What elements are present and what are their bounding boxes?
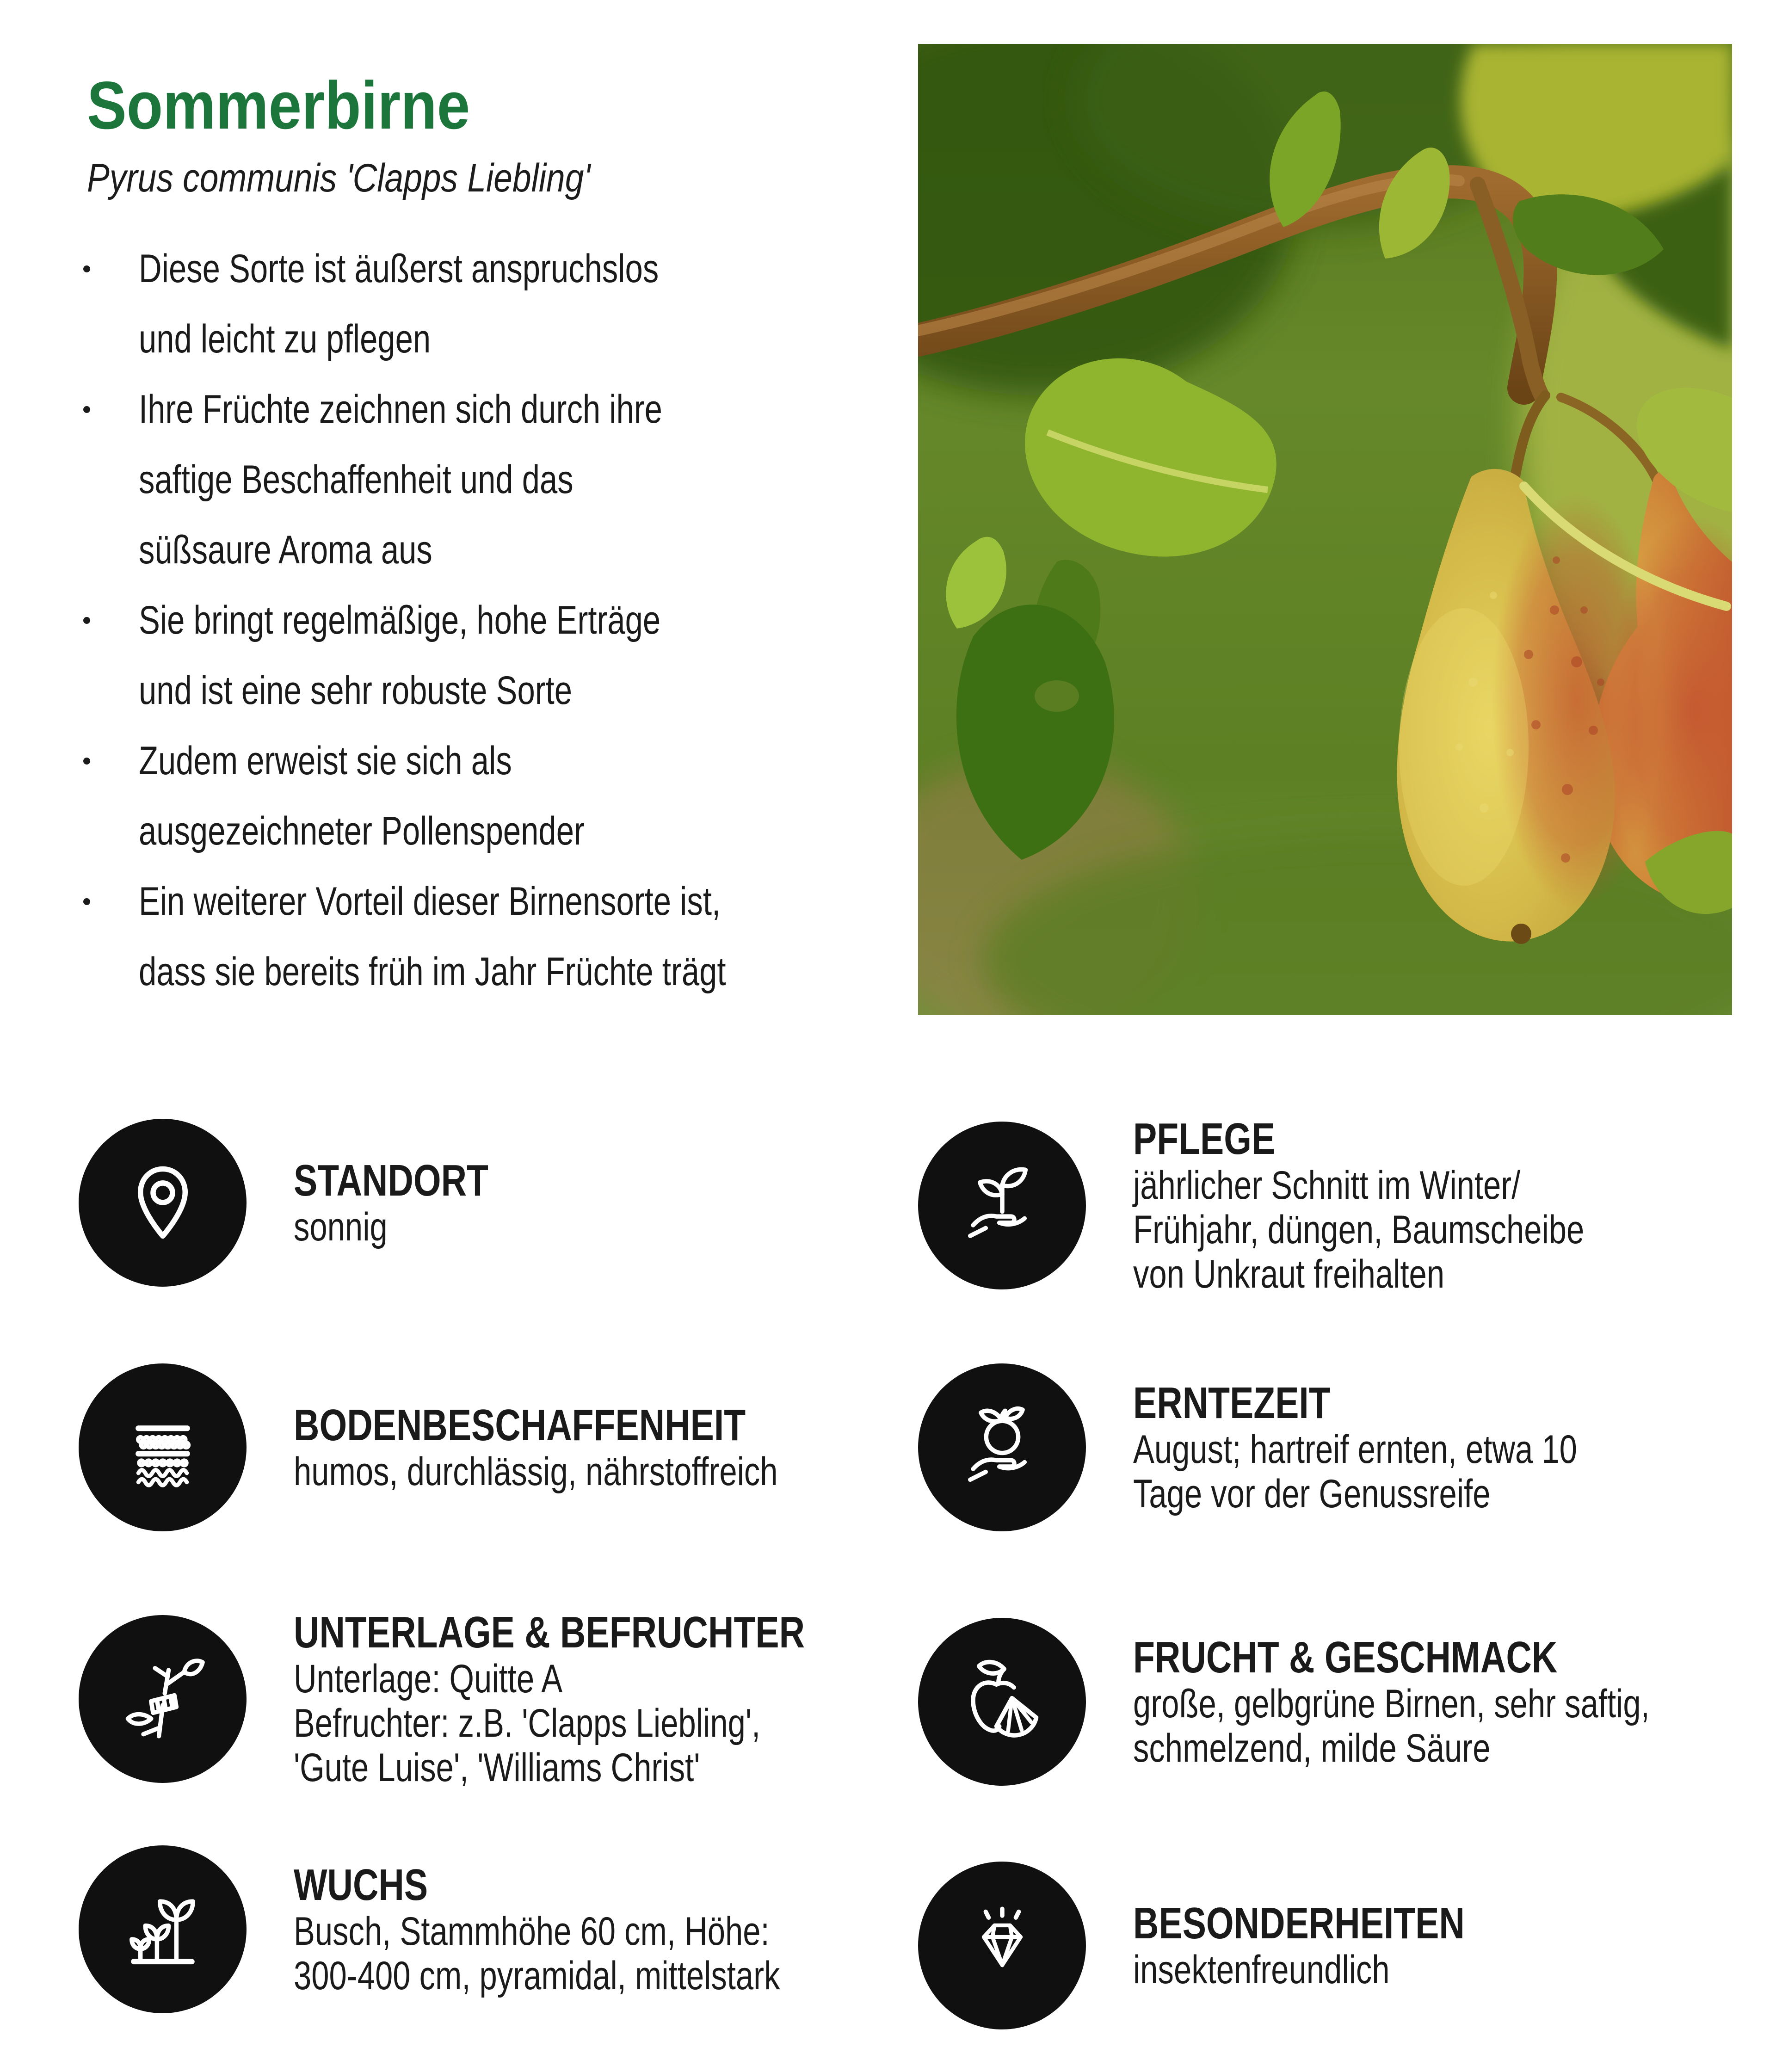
feature-line: Busch, Stammhöhe 60 cm, Höhe:	[294, 1909, 770, 1954]
feature-line: sonnig	[294, 1205, 388, 1249]
feature-bodenbeschaffenheit	[79, 1363, 899, 1531]
feature-label: FRUCHT & GESCHMACK	[1133, 1633, 1558, 1682]
bullet-line: Sie bringt regelmäßige, hohe Erträge	[139, 598, 661, 642]
feature-line: jährlicher Schnitt im Winter/	[1133, 1163, 1521, 1208]
feature-label: PFLEGE	[1133, 1114, 1276, 1164]
grafting-icon	[114, 1651, 211, 1748]
diamond-icon	[954, 1897, 1051, 1994]
bullet-line: ausgezeichneter Pollenspender	[139, 809, 585, 853]
feature-line: August; hartreif ernten, etwa 10	[1133, 1427, 1577, 1472]
feature-line: insektenfreundlich	[1133, 1948, 1390, 1992]
unterlage-icon-circle	[79, 1615, 247, 1783]
feature-bullet-list	[83, 234, 873, 1007]
feature-label: UNTERLAGE & BEFRUCHTER	[294, 1608, 805, 1657]
page-title: Sommerbirne	[87, 68, 470, 143]
wuchs-icon-circle	[79, 1845, 247, 2013]
feature-wuchs	[79, 1845, 901, 2013]
sprouts-icon	[114, 1881, 211, 1978]
pflege-icon-circle	[918, 1122, 1086, 1289]
pear-branch-photo-illustration	[918, 44, 1732, 1015]
feature-label: STANDORT	[294, 1156, 488, 1205]
feature-line: Tage vor der Genussreife	[1133, 1472, 1491, 1516]
apple-slice-icon	[954, 1653, 1051, 1751]
list-item	[83, 234, 873, 374]
bullet-line: Zudem erweist sie sich als	[139, 739, 512, 783]
bullet-dot-icon	[83, 265, 90, 272]
feature-standort	[79, 1119, 537, 1287]
feature-label: BESONDERHEITEN	[1133, 1899, 1465, 1948]
bullet-line: und ist eine sehr robuste Sorte	[139, 668, 572, 713]
pear-photo	[918, 44, 1732, 1015]
feature-label: WUCHS	[294, 1860, 428, 1910]
feature-label: ERNTEZEIT	[1133, 1378, 1331, 1428]
feature-line: Befruchter: z.B. 'Clapps Liebling',	[294, 1701, 761, 1745]
soil-layers-icon	[112, 1397, 214, 1498]
list-item	[83, 585, 873, 726]
bullet-dot-icon	[83, 758, 90, 765]
boden-icon-circle	[79, 1363, 247, 1531]
feature-besonderheiten	[918, 1862, 1548, 2029]
bullet-dot-icon	[83, 898, 90, 905]
frucht-icon-circle	[918, 1618, 1086, 1786]
bullet-line: Diese Sorte ist äußerst anspruchslos	[139, 247, 659, 291]
hand-sprout-icon	[954, 1157, 1051, 1254]
feature-frucht-geschmack	[918, 1618, 1776, 1786]
feature-line: schmelzend, milde Säure	[1133, 1726, 1491, 1770]
feature-line: von Unkraut freihalten	[1133, 1252, 1445, 1296]
location-pin-icon	[114, 1154, 211, 1252]
bullet-line: Ihre Früchte zeichnen sich durch ihre	[139, 387, 662, 432]
bullet-dot-icon	[83, 617, 90, 624]
bullet-line: und leicht zu pflegen	[139, 317, 431, 361]
bullet-line: saftige Beschaffenheit und das	[139, 457, 574, 502]
bullet-dot-icon	[83, 406, 90, 413]
erntezeit-icon-circle	[918, 1363, 1086, 1531]
standort-icon-circle	[79, 1119, 247, 1287]
list-item	[83, 866, 873, 1007]
feature-line: 'Gute Luise', 'Williams Christ'	[294, 1745, 700, 1790]
hand-fruit-icon	[954, 1399, 1051, 1496]
feature-erntezeit	[918, 1363, 1688, 1531]
bullet-line: süßsaure Aroma aus	[139, 528, 432, 572]
feature-line: große, gelbgrüne Birnen, sehr saftig,	[1133, 1682, 1650, 1726]
bullet-line: Ein weiterer Vorteil dieser Birnensorte ist,	[139, 879, 721, 924]
feature-line: Unterlage: Quitte A	[294, 1657, 563, 1701]
besonderheiten-icon-circle	[918, 1862, 1086, 2029]
feature-label: BODENBESCHAFFENHEIT	[294, 1400, 746, 1450]
feature-line: Frühjahr, düngen, Baumscheibe	[1133, 1208, 1585, 1252]
bullet-line: dass sie bereits früh im Jahr Früchte trägt	[139, 950, 726, 994]
list-item	[83, 726, 873, 866]
list-item	[83, 374, 873, 585]
feature-pflege	[918, 1115, 1697, 1296]
feature-line: 300-400 cm, pyramidal, mittelstark	[294, 1954, 780, 1998]
feature-line: humos, durchlässig, nährstoffreich	[294, 1449, 778, 1494]
botanical-name: Pyrus communis 'Clapps Liebling'	[87, 156, 591, 200]
feature-unterlage-befruchter	[79, 1608, 932, 1790]
